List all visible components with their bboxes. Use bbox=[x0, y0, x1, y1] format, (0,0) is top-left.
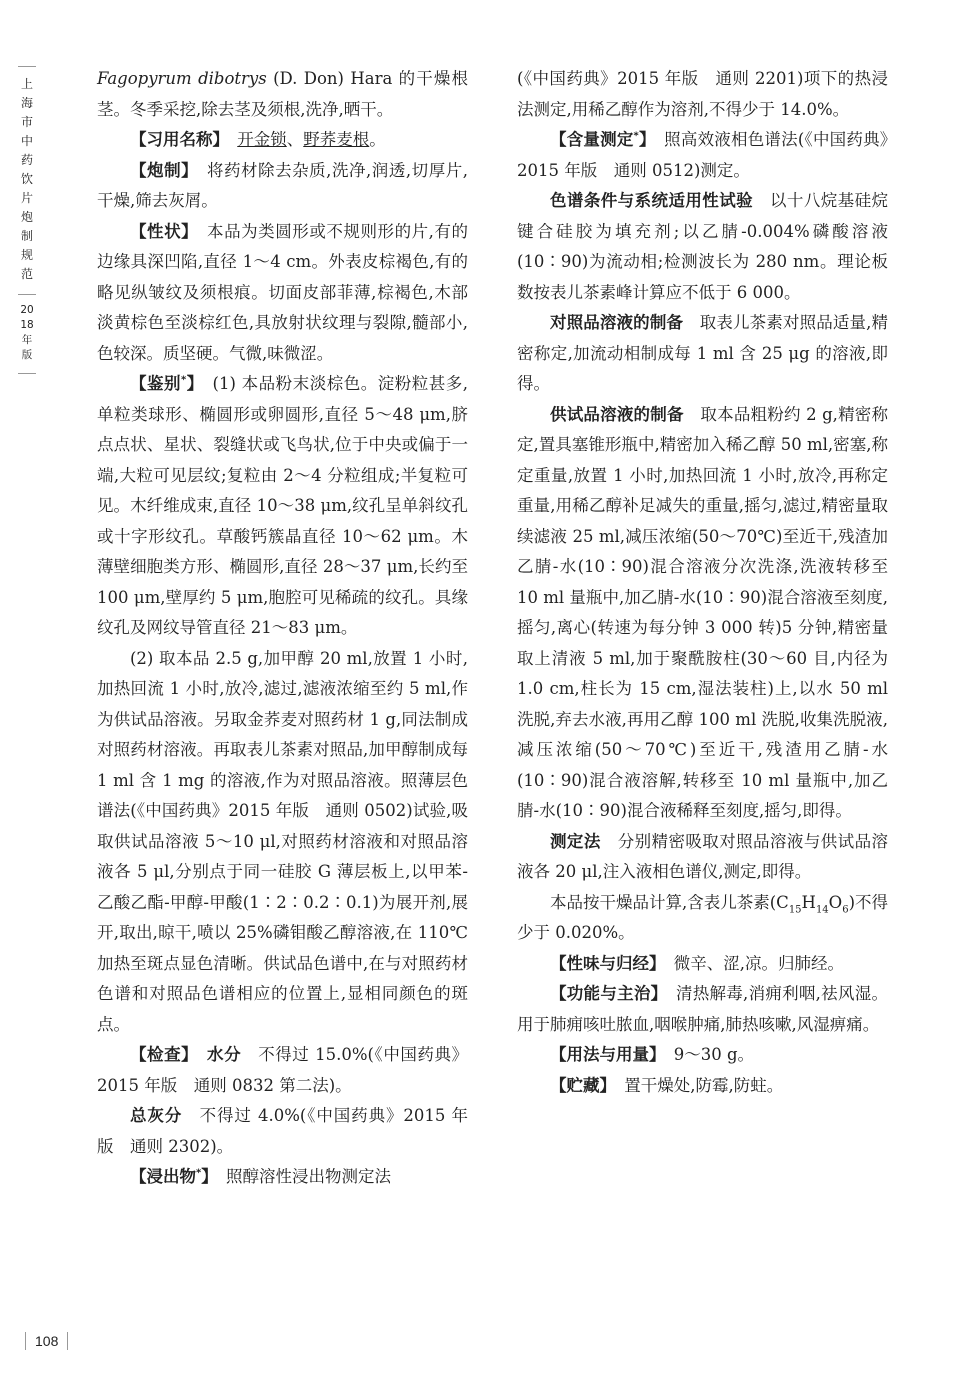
formula-element: O bbox=[828, 892, 843, 912]
extract-continuation-text: (《中国药典》2015 年版 通则 2201)项下的热浸法测定,用稀乙醇作为溶剂,不得少于 14.0%。 bbox=[517, 69, 888, 119]
method-text: 分别精密吸取对照品溶液与供试品溶液各 20 μl,注入液相色谱仪,测定,即得。 bbox=[517, 831, 889, 881]
chromatography-paragraph bbox=[517, 186, 888, 308]
identification-text-2: (2) 取本品 2.5 g,加甲醇 20 ml,放置 1 小时,加热回流 1 小时,放冷,滤过,滤液浓缩至约 5 ml,作为供试品溶液。另取金荞麦对照药材 1 g,同法制成对照药材溶液。再取表儿茶素对照品,加甲醇制成每 1 ml 含 1 mg 的溶液,作为对照品溶液。照薄层色谱法(《中国药典》2015 年版 通则 0502)试验,吸取供试品溶液 5～10 μl,对照药材溶液和对照品溶液各 5 μl,分别点于同一硅胶 G 薄层板上,以甲苯-乙酸乙酯-甲醇-甲酸(1∶2∶0.2∶0.1)为展开剂,展开,取出,晾干,喷以 25%磷钼酸乙醇溶液,在 110℃ 加热至斑点显色清晰。供试品色谱中,在与对照药材色谱和对照品色谱相应的位置上,显相同颜色的斑点。 bbox=[97, 648, 468, 1034]
nature-paragraph bbox=[517, 949, 888, 980]
page-number: 108 bbox=[35, 1333, 59, 1349]
nature-heading: 【性味与归经】 bbox=[550, 953, 658, 973]
function-heading: 【功能与主治】 bbox=[550, 984, 660, 1003]
right-column bbox=[517, 64, 888, 1101]
left-column bbox=[97, 64, 468, 1193]
storage-heading: 【贮藏】 bbox=[550, 1075, 608, 1095]
method-label: 测定法 bbox=[550, 831, 601, 851]
alias-name-1: 开金锁 bbox=[237, 130, 287, 149]
description-heading: 【性状】 bbox=[130, 221, 190, 241]
test-solution-paragraph bbox=[517, 400, 888, 827]
extract-heading: 【浸出物*】 bbox=[130, 1167, 210, 1186]
storage-paragraph bbox=[517, 1071, 888, 1102]
page-number-rule-right bbox=[67, 1332, 68, 1350]
extract-paragraph bbox=[97, 1162, 468, 1193]
identification-text-1: (1) 本品粉末淡棕色。淀粉粒甚多,单粒类球形、椭圆形或卵圆形,直径 5～48 μm,脐点点状、星状、裂缝状或飞鸟状,位于中央或偏于一端,大粒可见层纹;复粒由 2～4 分粒组成;半复粒可见。木纤维成束,直径 10～38 μm,纹孔呈单斜纹孔或十字形纹孔。草酸钙簇晶直径 10～62 μm。木薄壁细胞类方形、椭圆形,直径 28～37 μm,长约至 100 μm,壁厚约 5 μm,胞腔可见稀疏的纹孔。具缘纹孔及网纹导管直径 21～83 μm。 bbox=[97, 374, 469, 637]
description-paragraph bbox=[97, 217, 468, 370]
sidebar-rule-top bbox=[18, 66, 36, 67]
usage-paragraph bbox=[517, 1040, 888, 1071]
source-text: (D. Don) Hara 的干燥根茎。冬季采挖,除去茎及须根,洗净,晒干。 bbox=[97, 69, 469, 119]
chromatography-text: 以十八烷基硅烷键合硅胶为填充剂;以乙腈-0.004%磷酸溶液(10∶90)为流动相;检测波长为 280 nm。理论板数按表儿茶素峰计算应不低于 6 000。 bbox=[517, 191, 889, 302]
function-paragraph bbox=[517, 979, 888, 1040]
asterisk-mark: * bbox=[181, 374, 187, 386]
alias-paragraph bbox=[97, 125, 468, 156]
function-text: 清热解毒,消痈利咽,祛风湿。用于肺痈咳吐脓血,咽喉肿痛,肺热咳嗽,风湿痹痛。 bbox=[517, 984, 889, 1034]
ash-label: 总灰分 bbox=[130, 1106, 183, 1125]
test-solution-text: 取本品粗粉约 2 g,精密称定,置具塞锥形瓶中,精密加入稀乙醇 50 ml,密塞,称定重量,放置 1 小时,加热回流 1 小时,放冷,再称定重量,用稀乙醇补足减失的重量,摇匀,滤过,精密量取续滤液 25 ml,减压浓缩(50～70℃)至近干,残渣加乙腈-水(10∶90)混合溶液分次洗涤,洗液转移至 10 ml 量瓶中,加乙腈-水(10∶90)混合溶液至刻度,摇匀,离心(转速为每分钟 3 000 转)5 分钟,精密量取上清液 5 ml,加于聚酰胺柱(30～60 目,内径为 1.0 cm,柱长为 15 cm,湿法装柱)上,以水 50 ml 洗脱,弃去水液,再用乙醇 100 ml 洗脱,收集洗脱液,减压浓缩(50～70℃)至近干,残渣用乙腈-水(10∶90)混合液溶解,转移至 10 ml 量瓶中,加乙腈-水(10∶90)混合液稀释至刻度,摇匀,即得。 bbox=[517, 404, 889, 820]
sidebar-rule-middle bbox=[18, 294, 36, 295]
chromatography-label: 色谱条件与系统适用性试验 bbox=[550, 191, 754, 210]
extract-continuation bbox=[517, 64, 888, 125]
reference-solution-paragraph bbox=[517, 308, 888, 400]
ash-text: 不得过 4.0%(《中国药典》2015 年版 通则 2302)。 bbox=[97, 1106, 469, 1156]
moisture-text: 不得过 15.0%(《中国药典》2015 年版 通则 0832 第二法)。 bbox=[97, 1045, 469, 1095]
processing-heading: 【炮制】 bbox=[130, 160, 190, 180]
storage-text: 置干燥处,防霉,防蛀。 bbox=[624, 1075, 784, 1095]
running-header-sidebar bbox=[18, 66, 36, 382]
usage-heading: 【用法与用量】 bbox=[550, 1045, 658, 1064]
usage-text: 9～30 g。 bbox=[673, 1045, 755, 1064]
inspection-paragraph bbox=[97, 1040, 468, 1101]
extract-text: 照醇溶性浸出物测定法 bbox=[225, 1167, 391, 1186]
page-number-rule-left bbox=[25, 1332, 26, 1350]
assay-paragraph bbox=[517, 125, 888, 186]
identification-heading: 【鉴别*】 bbox=[130, 374, 196, 393]
reference-solution-text: 取表儿茶素对照品适量,精密称定,加流动相制成每 1 ml 含 25 μg 的溶液,即得。 bbox=[517, 313, 889, 393]
formula-subscript: 14 bbox=[815, 903, 829, 915]
asterisk-mark: * bbox=[196, 1167, 202, 1179]
alias-end: 。 bbox=[369, 130, 386, 149]
reference-solution-label: 对照品溶液的制备 bbox=[550, 313, 684, 332]
alias-heading: 【习用名称】 bbox=[130, 130, 221, 149]
processing-text: 将药材除去杂质,洗净,润透,切厚片,干燥,筛去灰屑。 bbox=[97, 160, 469, 210]
formula-element: H bbox=[801, 892, 816, 912]
edition-vertical: 2018年版 bbox=[20, 304, 34, 361]
alias-name-2: 野荞麦根 bbox=[303, 130, 370, 149]
assay-text: 照高效液相色谱法(《中国药典》2015 年版 通则 0512)测定。 bbox=[517, 130, 889, 180]
latin-name: Fagopyrum dibotrys bbox=[97, 69, 267, 88]
content-text: 本品按干燥品计算,含表儿茶素(C bbox=[550, 892, 789, 912]
method-paragraph bbox=[517, 827, 888, 888]
alias-separator: 、 bbox=[286, 130, 304, 149]
inspection-heading: 【检查】 bbox=[130, 1045, 190, 1064]
formula-subscript: 15 bbox=[788, 903, 802, 915]
assay-heading: 【含量测定*】 bbox=[550, 130, 648, 149]
content-limit-text: )不得少于 0.020%。 bbox=[517, 892, 889, 942]
book-title-vertical: 上海市中药饮片炮制规范 bbox=[20, 77, 33, 281]
identification-paragraph-1 bbox=[97, 369, 468, 644]
ash-paragraph bbox=[97, 1101, 468, 1162]
description-text: 本品为类圆形或不规则形的片,有的边缘具深凹陷,直径 1～4 cm。外表皮棕褐色,有的略见纵皱纹及须根痕。切面皮部菲薄,棕褐色,木部淡黄棕色至淡棕红色,具放射状纹理与裂隙,髓部小,色较深。质坚硬。气微,味微涩。 bbox=[97, 221, 469, 363]
identification-paragraph-2 bbox=[97, 644, 468, 1041]
processing-paragraph bbox=[97, 156, 468, 217]
source-paragraph bbox=[97, 64, 468, 125]
moisture-label: 水分 bbox=[207, 1045, 242, 1064]
nature-text: 微辛、涩,凉。归肺经。 bbox=[673, 953, 844, 973]
asterisk-mark: * bbox=[633, 130, 639, 142]
content-paragraph bbox=[517, 888, 888, 949]
formula-subscript: 6 bbox=[842, 903, 849, 915]
test-solution-label: 供试品溶液的制备 bbox=[550, 404, 684, 424]
sidebar-rule-bottom bbox=[18, 373, 36, 374]
